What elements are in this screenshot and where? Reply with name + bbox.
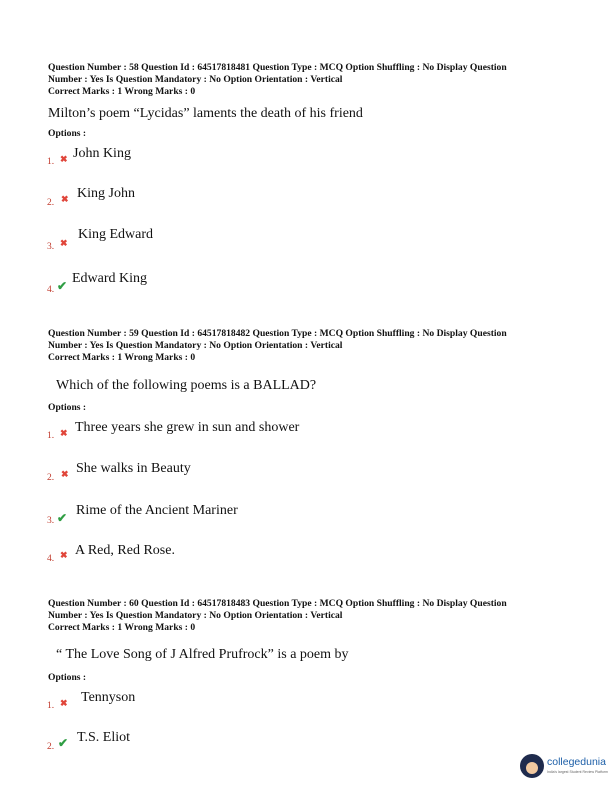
cross-icon: ✖ — [61, 469, 69, 479]
option-number: 3. — [47, 516, 55, 526]
question-text: Which of the following poems is a BALLAD? — [56, 378, 317, 393]
check-icon: ✔ — [57, 279, 68, 293]
option-number: 4. — [47, 554, 55, 564]
option-text: T.S. Eliot — [77, 730, 131, 745]
option-number: 2. — [47, 473, 55, 483]
question-text: Milton’s poem “Lycidas” laments the death of his friend — [48, 106, 363, 121]
cross-icon: ✖ — [60, 550, 68, 560]
question-text: “ The Love Song of J Alfred Prufrock” is a poem by — [56, 647, 349, 662]
cross-icon: ✖ — [61, 194, 69, 204]
logo-name: collegedunia — [547, 756, 606, 768]
question-meta-line1: Question Number : 60 Question Id : 64517818483 Question Type : MCQ Option Shuffling : No Display Question — [48, 598, 507, 609]
question-meta — [48, 598, 578, 634]
check-icon: ✔ — [58, 736, 69, 750]
logo-avatar-icon — [520, 754, 544, 778]
options-label: Options : — [48, 672, 87, 683]
option-text: King John — [77, 186, 135, 201]
option-number: 1. — [47, 431, 55, 441]
question-marks: Correct Marks : 1 Wrong Marks : 0 — [48, 622, 196, 633]
option-number: 4. — [47, 285, 55, 295]
cross-icon: ✖ — [60, 238, 68, 248]
question-meta-line2: Number : Yes Is Question Mandatory : No Option Orientation : Vertical — [48, 340, 343, 351]
option-text: Edward King — [72, 271, 148, 286]
option-text: Tennyson — [81, 690, 136, 705]
logo-tagline: India's largest Student Review Platform — [547, 770, 608, 774]
option-number: 1. — [47, 157, 55, 167]
option-number: 1. — [47, 701, 55, 711]
question-meta-line1: Question Number : 58 Question Id : 64517818481 Question Type : MCQ Option Shuffling : No Display Question — [48, 62, 507, 73]
question-meta — [48, 328, 578, 364]
option-number: 2. — [47, 198, 55, 208]
check-icon: ✔ — [57, 511, 68, 525]
options-label: Options : — [48, 402, 87, 413]
option-text: She walks in Beauty — [76, 461, 191, 476]
option-text: King Edward — [78, 227, 154, 242]
option-text: John King — [73, 146, 131, 161]
option-number: 3. — [47, 242, 55, 252]
option-text: Three years she grew in sun and shower — [75, 420, 300, 435]
option-text: Rime of the Ancient Mariner — [76, 503, 238, 518]
collegedunia-logo — [520, 752, 612, 784]
question-meta-line2: Number : Yes Is Question Mandatory : No Option Orientation : Vertical — [48, 610, 343, 621]
question-marks: Correct Marks : 1 Wrong Marks : 0 — [48, 352, 196, 363]
question-meta-line1: Question Number : 59 Question Id : 64517818482 Question Type : MCQ Option Shuffling : No Display Question — [48, 328, 507, 339]
option-text: A Red, Red Rose. — [75, 543, 175, 558]
question-marks: Correct Marks : 1 Wrong Marks : 0 — [48, 86, 196, 97]
cross-icon: ✖ — [60, 698, 68, 708]
option-number: 2. — [47, 742, 55, 752]
question-meta-line2: Number : Yes Is Question Mandatory : No Option Orientation : Vertical — [48, 74, 343, 85]
question-meta — [48, 62, 578, 98]
options-label: Options : — [48, 128, 87, 139]
cross-icon: ✖ — [60, 154, 68, 164]
cross-icon: ✖ — [60, 428, 68, 438]
